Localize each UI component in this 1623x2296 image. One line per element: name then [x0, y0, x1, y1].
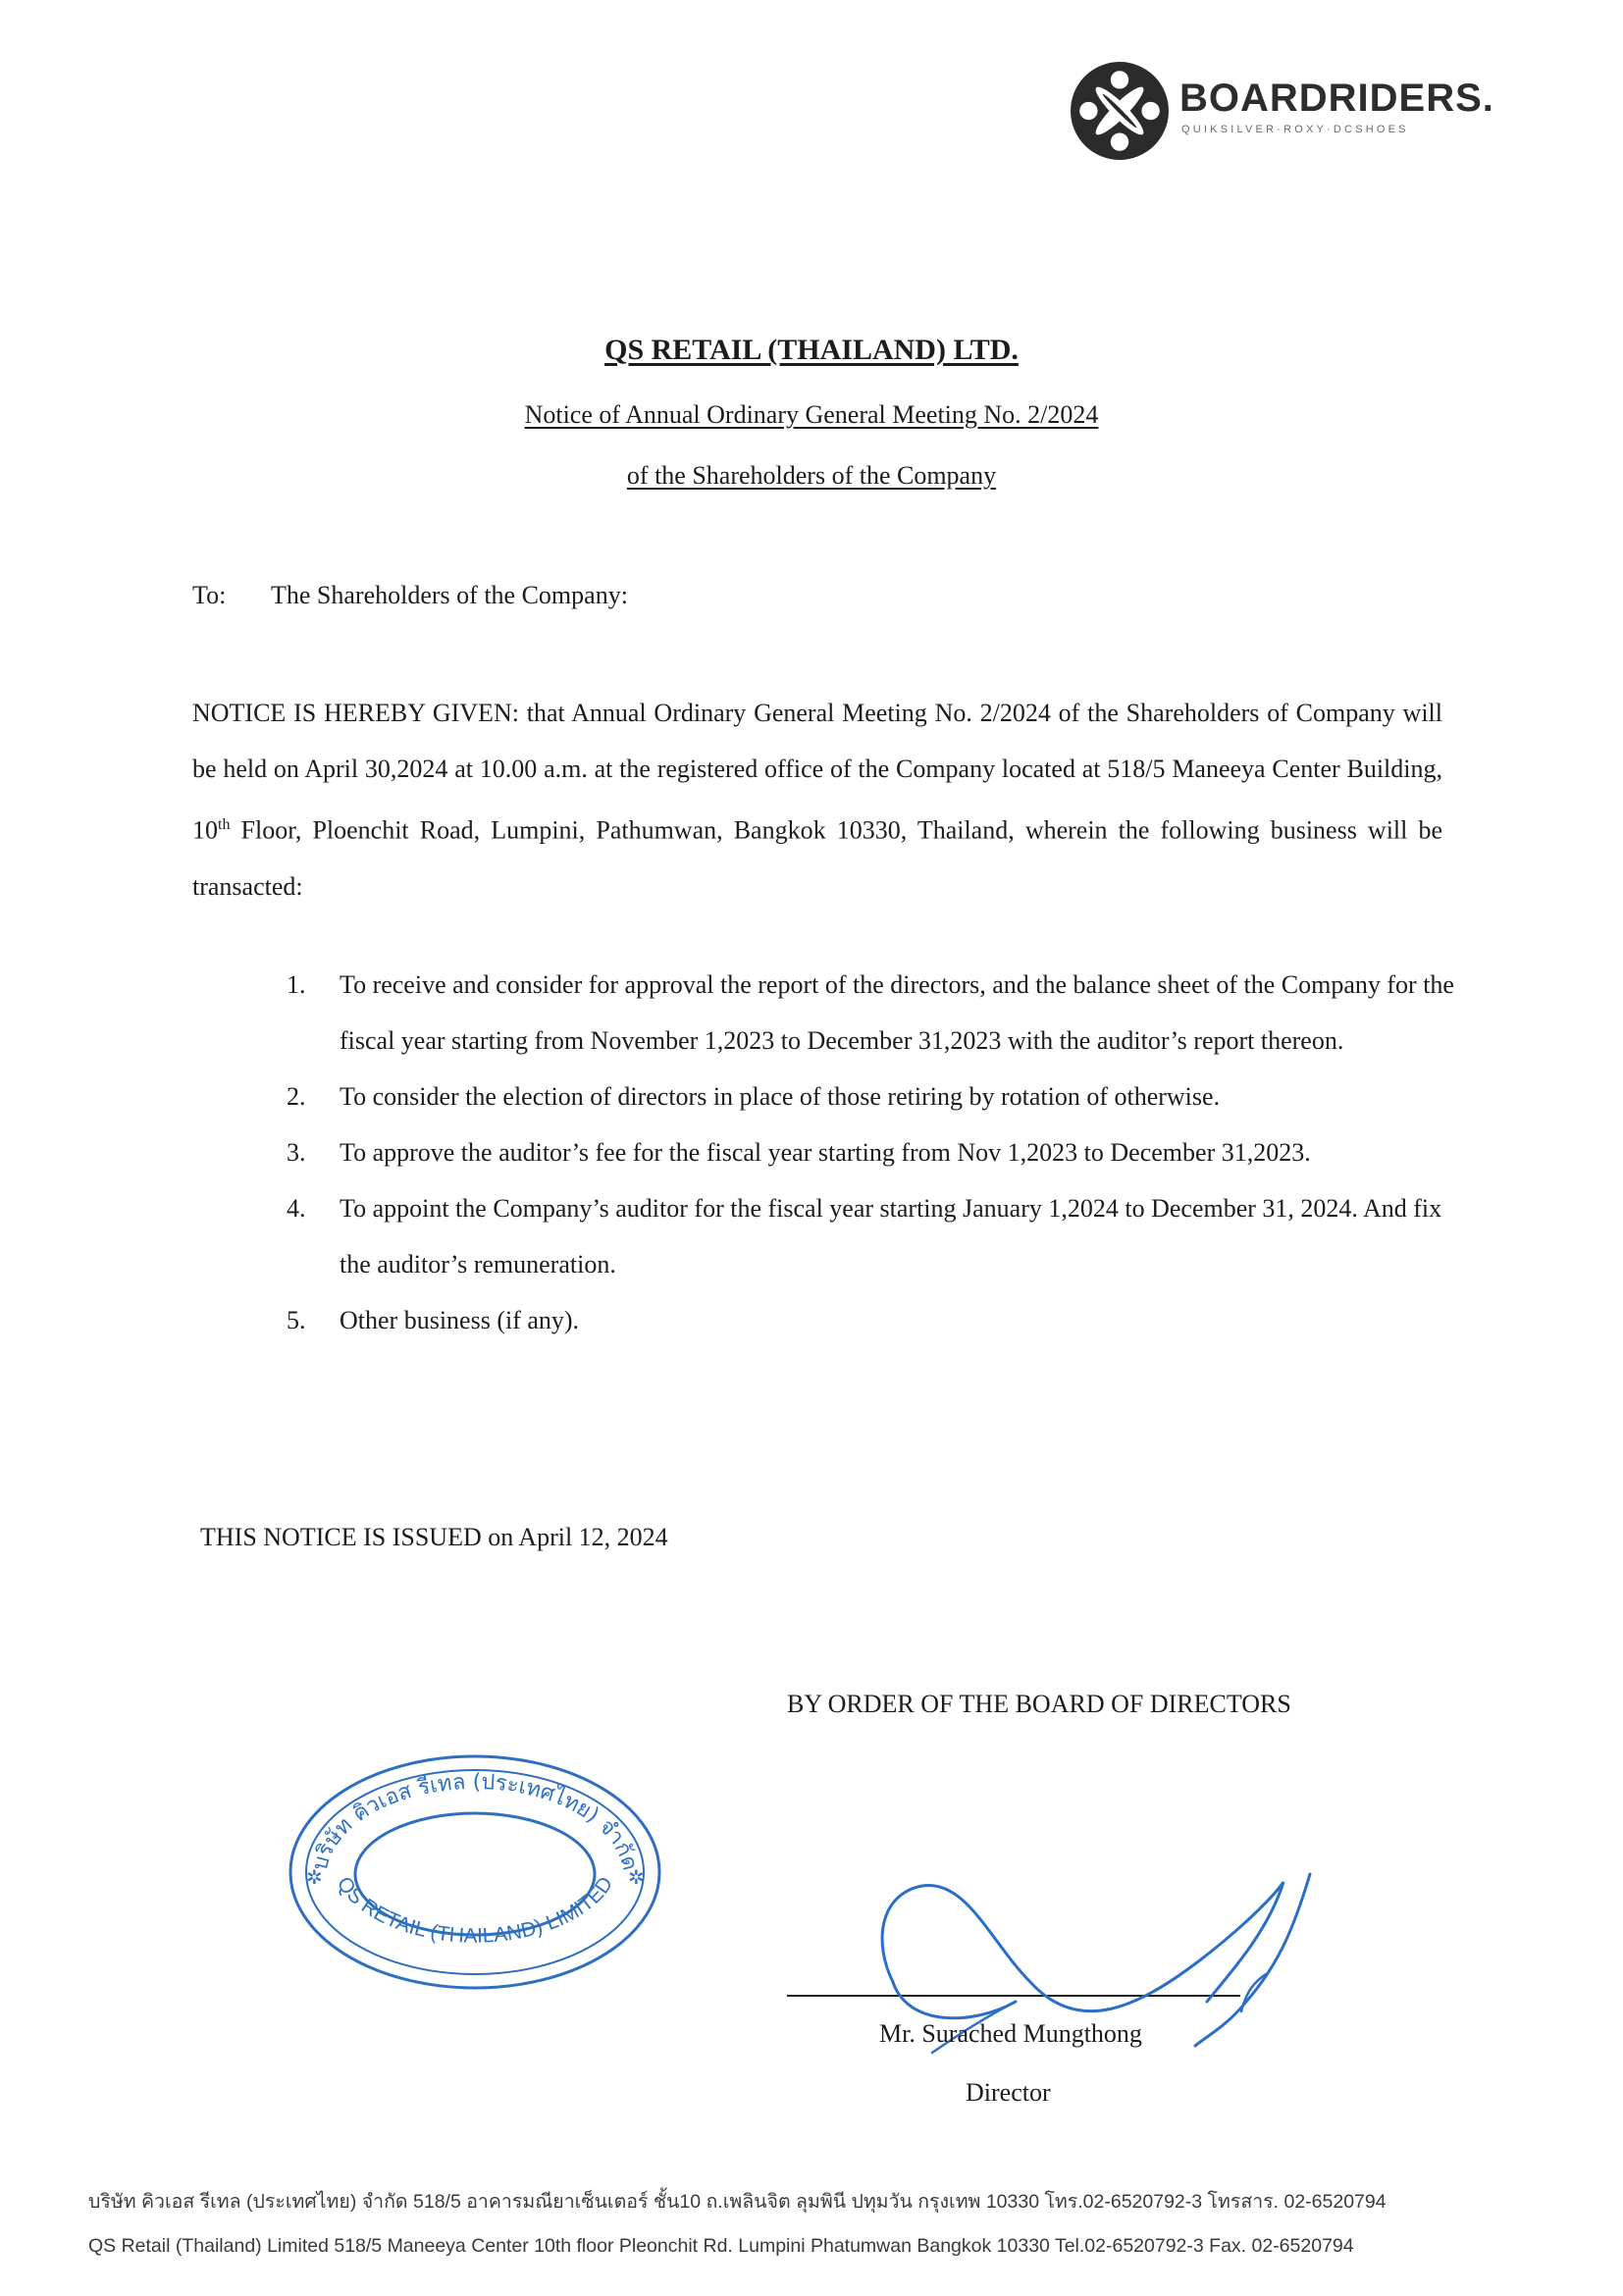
svg-text:✲: ✲: [306, 1865, 323, 1889]
notice-text-part2: Floor, Ploenchit Road, Lumpini, Pathumwan, Bangkok 10330, Thailand, wherein the following business will be transacted:: [192, 815, 1442, 901]
agenda-number: 1.: [287, 970, 306, 999]
notice-subtitle: of the Shareholders of the Company: [626, 461, 997, 490]
agenda-item: [287, 957, 1464, 1069]
signatory-name: Mr. Surached Mungthong: [879, 2019, 1142, 2048]
svg-text:บริษัท คิวเอส รีเทล (ประเทศไทย: บริษัท คิวเอส รีเทล (ประเทศไทย) จำกัด: [307, 1769, 643, 1873]
issued-date-line: THIS NOTICE IS ISSUED on April 12, 2024: [200, 1523, 668, 1551]
agenda-text: To receive and consider for approval the report of the directors, and the balance sheet of the Company for the fiscal year starting from November 1,2023 to December 31,2023 with the auditor’s report thereon.: [340, 970, 1454, 1055]
notice-text-part1: NOTICE IS HEREBY GIVEN: that Annual Ordinary General Meeting No. 2/2024 of the Shareholders of Company will be held on April 30,2024 at 10.00 a.m. at the registered office of the Company located at 518/5 Maneeya Center Building, 10: [192, 699, 1442, 845]
notice-superscript: th: [218, 816, 231, 833]
agenda-item: [287, 1069, 1464, 1124]
agenda-item: [287, 1180, 1464, 1292]
addressee-label: To:: [192, 581, 227, 609]
agenda-number: 2.: [287, 1082, 306, 1111]
agenda-number: 3.: [287, 1138, 306, 1167]
agenda-text: Other business (if any).: [340, 1306, 580, 1334]
agenda-text: To consider the election of directors in place of those retiring by rotation of otherwise.: [340, 1082, 1221, 1111]
footer-thai-address: บริษัท คิวเอส รีเทล (ประเทศไทย) จำกัด 518/5 อาคารมณียาเซ็นเตอร์ ชั้น10 ถ.เพลินจิต ลุมพินี ปทุมวัน กรุงเทพ 10330 โทร.02-6520792-3 โทรสาร. 02-6520794: [88, 2191, 1387, 2213]
notice-paragraph: [192, 685, 1442, 914]
board-order-line: BY ORDER OF THE BOARD OF DIRECTORS: [787, 1690, 1291, 1718]
logo-brand: BOARDRIDERS.: [1179, 77, 1494, 120]
agenda-text: To approve the auditor’s fee for the fiscal year starting from Nov 1,2023 to December 31,2023.: [340, 1138, 1311, 1167]
agenda-text: To appoint the Company’s auditor for the fiscal year starting January 1,2024 to December 31, 2024. And fix the auditor’s remuneration.: [340, 1194, 1442, 1278]
boardriders-emblem-icon: [1070, 61, 1170, 161]
agenda-number: 4.: [287, 1194, 306, 1223]
svg-text:✲: ✲: [628, 1865, 645, 1889]
svg-text:QS RETAIL (THAILAND) LIMITED: QS RETAIL (THAILAND) LIMITED: [332, 1872, 618, 1948]
agenda-item: [287, 1292, 1464, 1348]
agenda-number: 5.: [287, 1306, 306, 1334]
boardriders-logo: [1070, 61, 1494, 159]
addressee-line: [192, 581, 628, 610]
notice-title: Notice of Annual Ordinary General Meeting No. 2/2024: [524, 400, 1099, 429]
company-title: QS RETAIL (THAILAND) LTD.: [604, 334, 1019, 366]
company-seal-stamp: [279, 1747, 671, 1992]
agenda-list: [287, 957, 1464, 1348]
agenda-item: [287, 1124, 1464, 1180]
footer-english-address: QS Retail (Thailand) Limited 518/5 Maneeya Center 10th floor Pleonchit Rd. Lumpini Phatumwan Bangkok 10330 Tel.02-6520792-3 Fax. 02-6520794: [88, 2235, 1354, 2257]
addressee-text: The Shareholders of the Company:: [271, 581, 628, 609]
logo-tagline: QUIKSILVER·ROXY·DCSHOES: [1181, 124, 1409, 135]
signatory-title: Director: [966, 2078, 1051, 2107]
